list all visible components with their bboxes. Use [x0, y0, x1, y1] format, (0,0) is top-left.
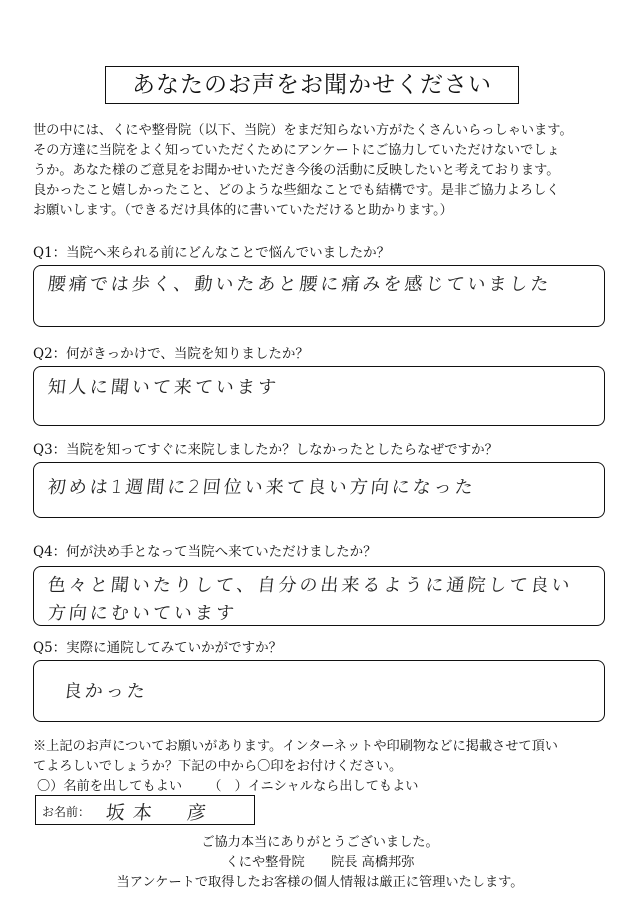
option-initials-ok[interactable]: （ ）イニシャルなら出してもよい [208, 779, 419, 794]
question-4-answer-box [33, 566, 605, 626]
option-name-ok-mark[interactable]: 〇 [37, 779, 51, 794]
consent-options [37, 775, 418, 794]
name-box [35, 795, 255, 825]
question-3-answer: 初めは1週間に2回位い来て良い方向になった [46, 477, 477, 498]
intro-line: 良かったこと嬉しかったこと、どのような些細なことでも結構です。是非ご協力よろしく [33, 183, 560, 198]
closing-privacy: 当アンケートで取得したお客様の個人情報は厳正に管理いたします。 [116, 875, 524, 890]
name-label: お名前： [42, 805, 91, 819]
question-5-label: Q5：実際に通院してみていかがですか？ [33, 640, 283, 656]
question-3-label: Q3：当院を知ってすぐに来院しましたか？しなかったとしたらなぜですか？ [33, 442, 499, 458]
question-2-label: Q2：何がきっかけで、当院を知りましたか？ [33, 346, 309, 362]
question-4-label: Q4：何が決め手となって当院へ来ていただけましたか？ [33, 544, 377, 560]
intro-line: その方達に当院をよく知っていただくためにアンケートにご協力していただけないでしょ [33, 143, 560, 158]
question-1-answer: 腰痛では歩く、動いたあと腰に痛みを感じていました [46, 274, 553, 295]
question-5-answer: 良かった [62, 681, 149, 702]
page-title: あなたのお声をお聞かせください [105, 66, 519, 104]
question-2-answer: 知人に聞いて来ています [46, 377, 280, 398]
name-value: 坂本 彦 [104, 802, 216, 824]
question-2-answer-box [33, 366, 605, 426]
question-5-answer-box [33, 660, 605, 722]
intro-line: お願いします。（できるだけ具体的に書いていただけると助かります。） [33, 203, 453, 218]
question-4-answer-line: 方向にむいています [46, 603, 238, 624]
question-3-answer-box [33, 462, 605, 518]
intro-line: 世の中には、くにや整骨院（以下、当院）をまだ知らない方がたくさんいらっしゃいます。 [33, 123, 573, 138]
question-1-label: Q1：当院へ来られる前にどんなことで悩んでいましたか？ [33, 245, 391, 261]
note-line: てよろしいでしょうか？下記の中から〇印をお付けください。 [33, 759, 403, 774]
intro-line: うか。あなた様のご意見をお聞かせいただき今後の活動に反映したいと考えております。 [33, 163, 560, 178]
closing-thanks: ご協力本当にありがとうございました。 [201, 835, 439, 850]
question-1-answer-box [33, 265, 605, 327]
option-name-ok: ）名前を出してもよい [50, 779, 183, 794]
note-line: ※上記のお声についてお願いがあります。インターネットや印刷物などに掲載させて頂い [33, 739, 558, 754]
question-4-answer-line: 色々と聞いたりして、自分の出来るように通院して良い [46, 575, 574, 596]
closing-clinic: くにや整骨院 院長 高橋邦弥 [225, 855, 415, 870]
